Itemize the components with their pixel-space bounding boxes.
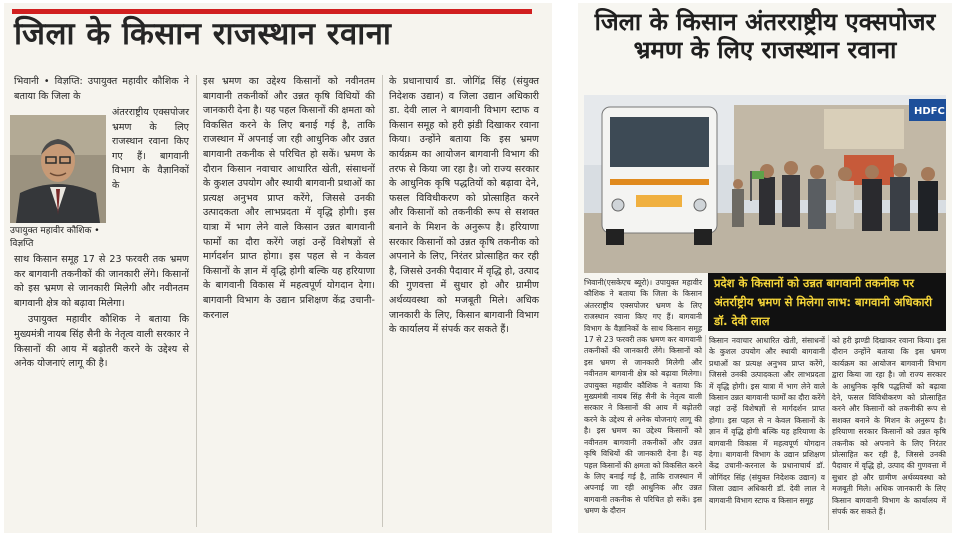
right-col3 [832, 335, 946, 520]
left-col1-narrow [112, 106, 189, 196]
photo-caption: उपायुक्त महावीर कौशिक • विज्ञप्ति [10, 226, 100, 249]
portrait-illustration [10, 115, 106, 223]
column-divider [196, 75, 197, 527]
column-divider [828, 335, 829, 530]
column-divider [382, 75, 383, 527]
right-col1-text: भिवानी(एसकेएच ब्यूरो)। उपायुक्त महावीर कौशिक ने बताया कि जिला के किसान अंतरराष्ट्रीय एक्सपोजर भ्रमण के लिए राजस्थान रवाना किए गए हैं। बागवानी विभाग के वैज्ञानिकों के साथ किसान समूह 17 से 23 फरवरी तक भ्रमण कर बागवानी तकनीकों की जानकारी लेंगे। किसानों को इस भ्रमण से जानकारी मिलेगी और नवीनतम बागवानी क्षेत्र को बढ़ावा मिलेगा। उपायुक्त महावीर कौशिक ने बताया कि मुख्यमंत्री नायब सिंह सैनी के नेतृत्व वाली सरकार ने किसानों की आय में बढ़ोतरी करने के उद्देश्य से अनेक योजनाएं लागू की है। इस भ्रमण का उद्देश्य किसानों को नवीनतम बागवानी तकनीकों और उन्नत कृषि विधियों की जानकारी देना है। यह पहल किसानों की क्षमता को विकसित करने के लिए बनाई गई है, ताकि राजस्थान में अपनाई जा रही आधुनिक और उन्नत बागवानी तकनीक से परिचित हो सकें। इस भ्रमण के दौरान [584, 278, 702, 516]
officer-portrait-photo [10, 115, 106, 223]
right-headline: जिला के किसान अंतरराष्ट्रीय एक्सपोजर भ्रमण के लिए राजस्थान रवाना [594, 8, 936, 64]
photo-sign-text: HDFC [914, 106, 945, 117]
col2-text: इस भ्रमण का उद्देश्य किसानों को नवीनतम बागवानी तकनीकों और उन्नत कृषि विधियों की जानकारी देना है। यह पहल किसानों की क्षमता को विकसित करने के लिए बनाई गई है, ताकि राजस्थान में अपनाई जा रही आधुनिक और उन्नत बागवानी तकनीक से परिचित हो सकें। भ्रमण के दौरान किसान नवाचार आधारित खेती, संसाधनों के कुशल उपयोग और स्थायी बागवानी प्रथाओं का प्रत्यक्ष अनुभव प्राप्त करेंगे, जिससे उनकी उत्पादकता और लाभप्रदता में वृद्धि होगी। इस यात्रा में भाग लेने वाले किसान उन्नत बागवानी फार्मों का दौरा करेंगे जहां उन्हें विशेषज्ञों से मार्गदर्शन प्राप्त होगा। इस पहल से न केवल किसानों के ज्ञान में वृद्धि होगी बल्कि यह हरियाणा के बागवानी विकास में महत्वपूर्ण योगदान देगा।बागवानी विभाग के उद्यान प्रशिक्षण केंद्र उचानी-करनाल [203, 76, 375, 321]
column-divider [705, 335, 706, 530]
highlight-banner [708, 273, 946, 331]
right-col2-text: किसान नवाचार आधारित खेती, संसाधनों के कुशल उपयोग और स्थायी बागवानी प्रथाओं का प्रत्यक्ष अनुभव प्राप्त करेंगे, जिससे उनकी उत्पादकता और लाभप्रदता में वृद्धि होगी। इस यात्रा में भाग लेने वाले किसान उन्नत बागवानी फार्मों का दौरा करेंगे जहां उन्हें विशेषज्ञों से मार्गदर्शन प्राप्त होगा। इस पहल से न केवल किसानों के ज्ञान में वृद्धि होगी बल्कि यह हरियाणा के बागवानी विकास में महत्वपूर्ण योगदान देगा। बागवानी विभाग के उद्यान प्रशिक्षण केंद्र उचानी-करनाल के प्रधानाचार्य डॉ. जोगिंदर सिंह (संयुक्त निदेशक उद्यान) व जिला उद्यान अधिकारी डॉ. देवी लाल ने बागवानी विभाग स्टाफ व किसान समूह [709, 336, 825, 505]
col1-body-text: साथ किसान समूह 17 से 23 फरवरी तक भ्रमण कर बागवानी तकनीकों की जानकारी लेंगे। किसानों को इस भ्रमण से जानकारी मिलेगी और नवीनतम बागवानी क्षेत्र को बढ़ावा मिलेगा। [14, 254, 189, 309]
bus-flag-off-photo [584, 95, 946, 273]
right-col2 [709, 335, 825, 508]
right-col3-text: को हरी झण्डी दिखाकर रवाना किया। इस दौरान उन्होंने बताया कि इस भ्रमण कार्यक्रम का आयोजन बागवानी विभाग द्वारा किया जा रहा है। जो राज्य सरकार के आधुनिक कृषि पद्धतियों को बढ़ावा देने, फसल विविधीकरण को प्रोत्साहित करने और किसानों को तकनीकी रूप से सशक्त बनाने के मिशन के अनुरूप है। हरियाणा सरकार किसानों को उन्नत कृषि तकनीक को अपनाने के लिए निरंतर प्रोत्साहित कर रही है, जिससे उनकी पैदावार में वृद्धि हो, उत्पाद की गुणवत्ता में सुधार हो और ग्रामीण अर्थव्यवस्था को मजबूती मिले। अधिक जानकारी के लिए किसान बागवानी विभाग के कार्यालय में संपर्क कर सकते हैं। [832, 336, 946, 517]
right-newspaper-clipping [578, 3, 952, 533]
left-headline: जिला के किसान राजस्थान रवाना [14, 16, 392, 52]
left-col1-intro [14, 75, 189, 106]
col1-para2-text: उपायुक्त महावीर कौशिक ने बताया कि मुख्यमंत्री नायब सिंह सैनी के नेतृत्व वाली सरकार ने किसानों की आय में बढ़ोतरी करने के उद्देश्य से अनेक योजनाएं लागू की है। [14, 314, 189, 370]
left-col2 [203, 75, 375, 325]
banner-text: प्रदेश के किसानों को उन्नत बागवानी तकनीक पर अंतर्राष्ट्रीय भ्रमण से मिलेगा लाभ: बागवानी अधिकारी डॉ. देवी लाल [714, 276, 933, 328]
col3-text: के प्रधानाचार्य डा. जोगिंद्र सिंह (संयुक्त निदेशक उद्यान) व जिला उद्यान अधिकारी डा. देवी लाल ने बागवानी विभाग स्टाफ व किसान समूह को हरी झंडी दिखाकर रवाना किया। उन्होंने बताया कि इस भ्रमण कार्यक्रम का आयोजन बागवानी विभाग की तरफ से किया जा रहा है। जो राज्य सरकार के आधुनिक कृषि पद्धतियों को बढ़ावा देने, फसल विविधीकरण को प्रोत्साहित करने और किसानों को तकनीकी रूप से सशक्त बनाने के मिशन के अनुरूप है। हरियाणा सरकार किसानों को उन्नत कृषि तकनीक को अपनाने के लिए, निरंतर प्रोत्साहित कर रही है, जिससे उनकी पैदावार में वृद्धि हो, उत्पाद की गुणवत्ता में सुधार हो और ग्रामीण अर्थव्यवस्था को मजबूती मिले। अधिक जानकारी के लिए, किसान बागवानी विभाग के कार्यालय में संपर्क कर सकते हैं। [389, 76, 539, 336]
left-col1-body [14, 253, 189, 374]
right-col1 [584, 277, 702, 519]
col1-intro-text: भिवानी • विज्ञप्ति: उपायुक्त महावीर कौशिक ने बताया कि जिला के [14, 76, 189, 102]
left-col3 [389, 75, 539, 340]
flag-off-scene-illustration [584, 95, 946, 273]
left-newspaper-clipping [4, 3, 552, 533]
col1-narrow-text: अंतरराष्ट्रीय एक्सपोजर भ्रमण के लिए राजस्थान रवाना किए गए हैं। बागवानी विभाग के वैज्ञानिकों के [112, 107, 189, 191]
red-top-rule [12, 9, 532, 14]
